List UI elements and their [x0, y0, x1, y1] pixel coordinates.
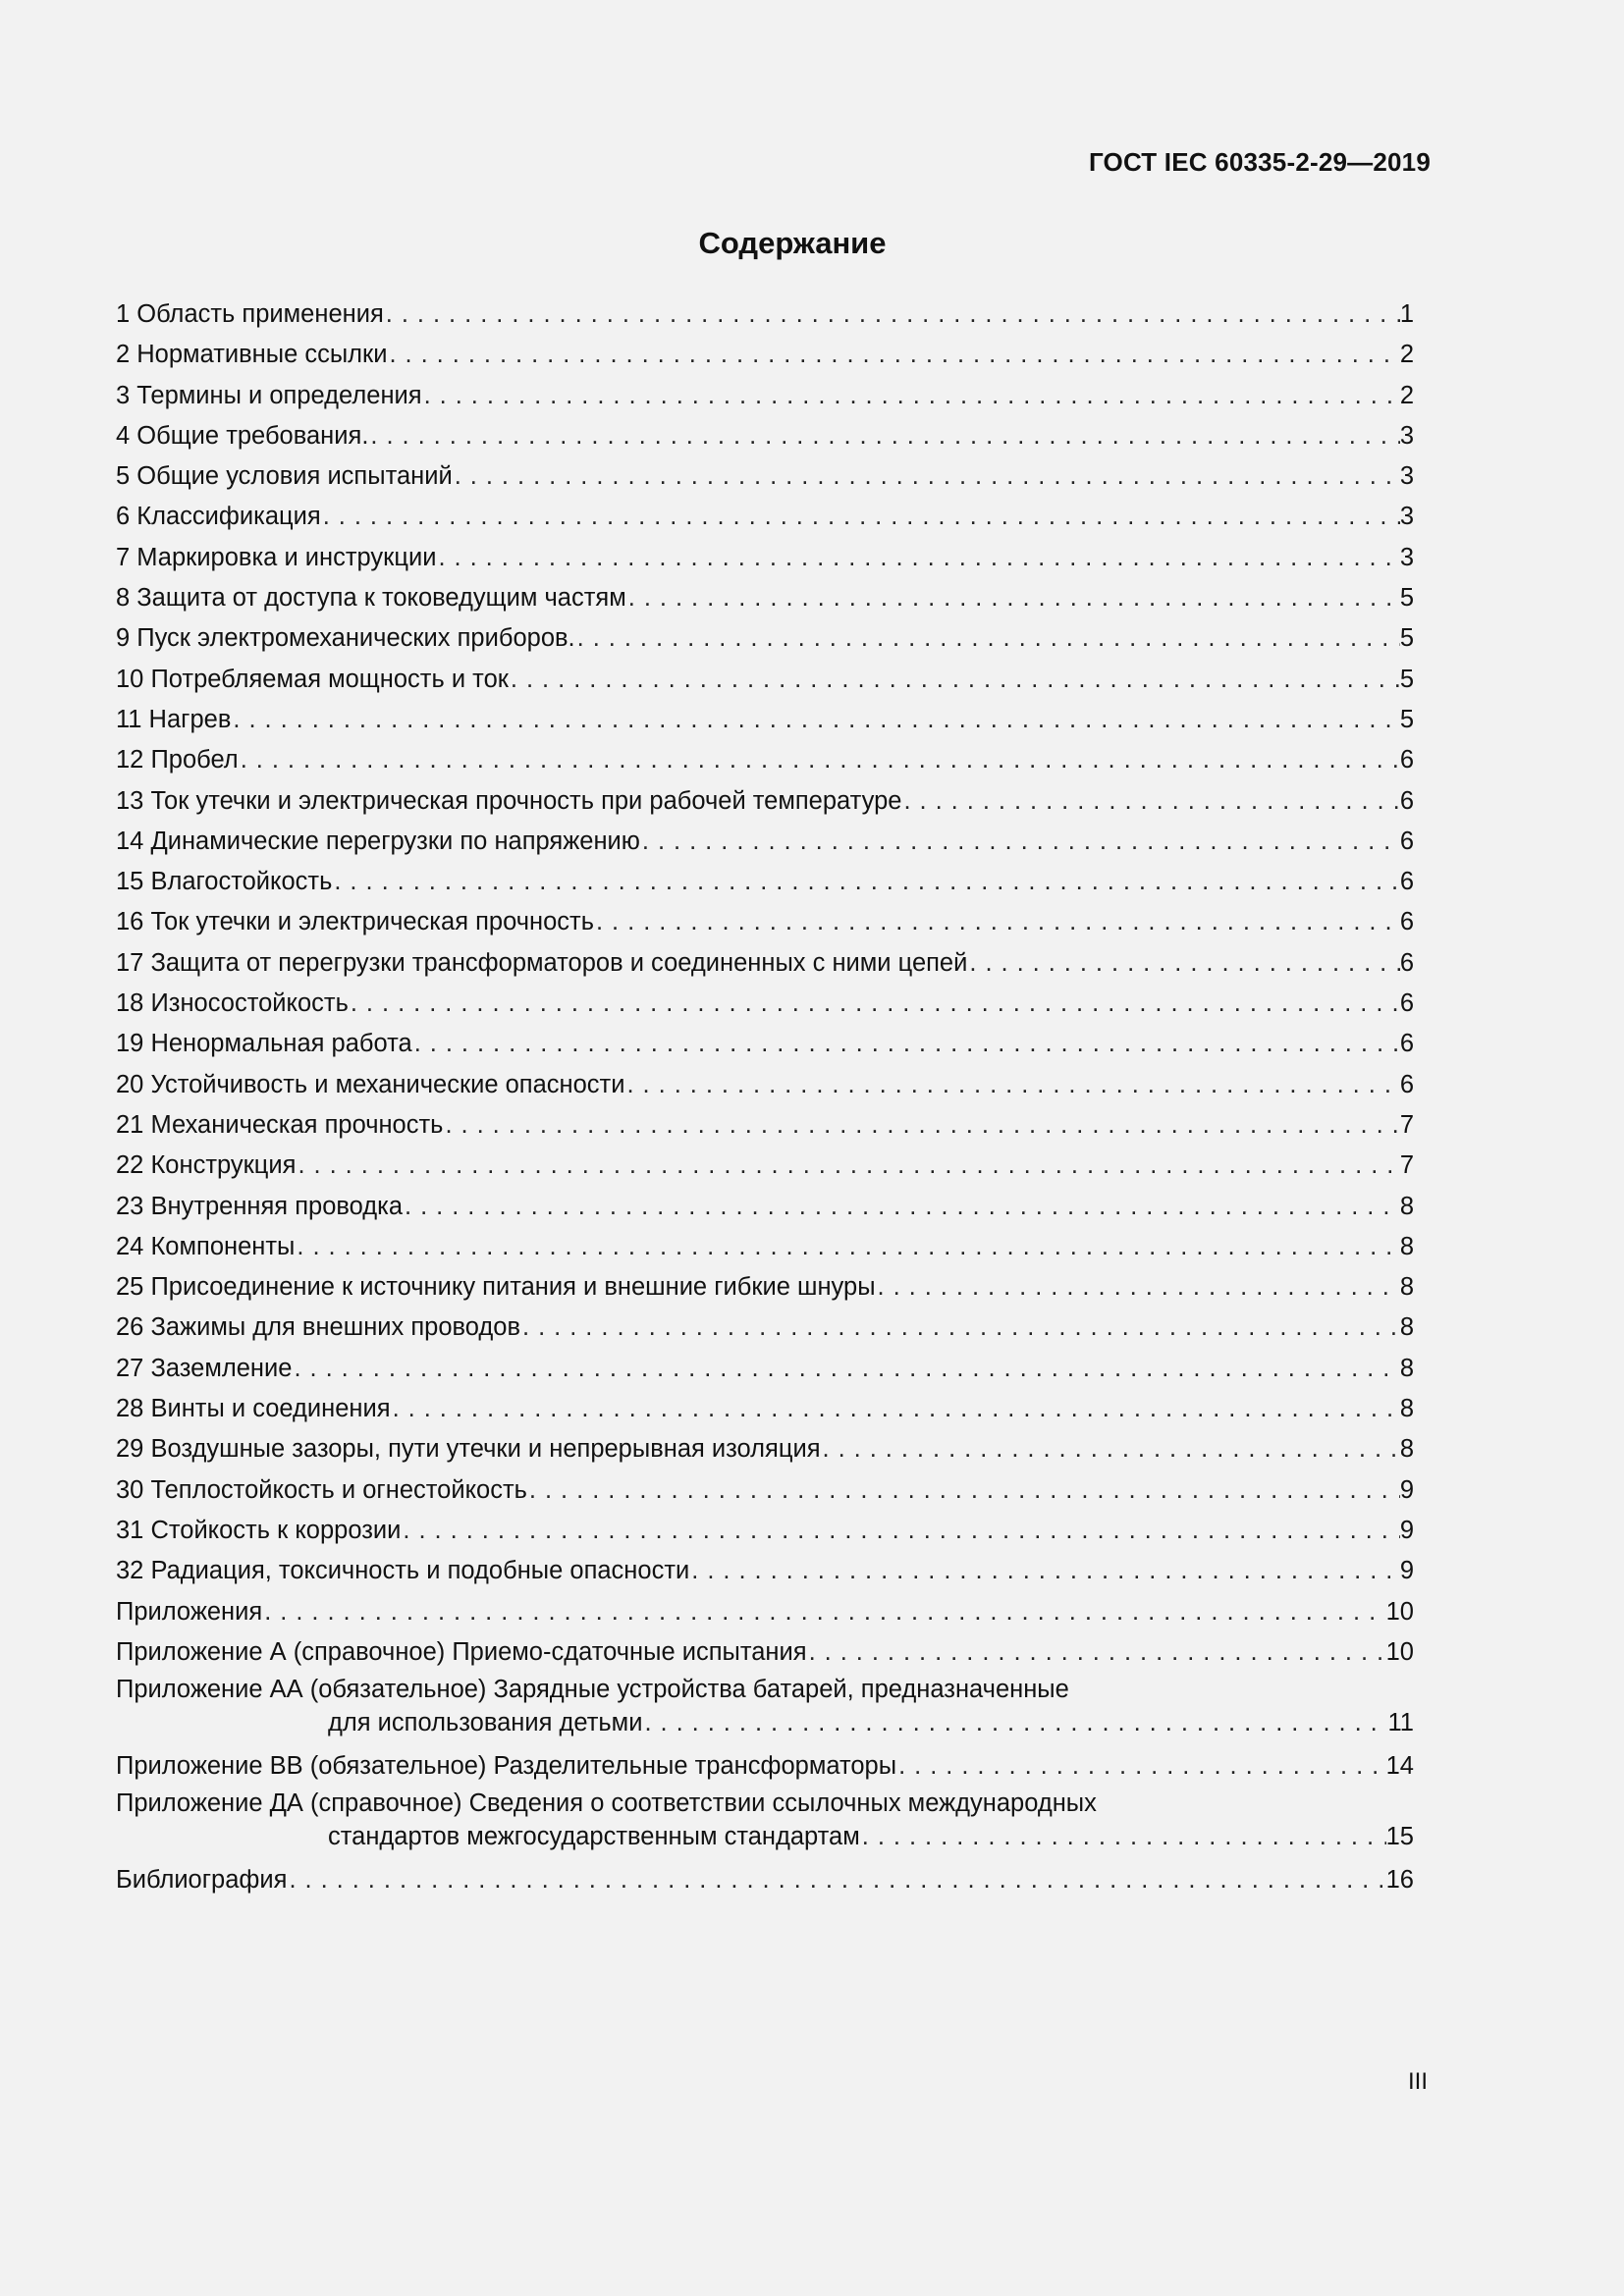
toc-entry[interactable]	[116, 1673, 1414, 1739]
toc-entry[interactable]	[116, 1349, 1414, 1389]
toc-entry[interactable]	[116, 943, 1414, 984]
toc-entry[interactable]	[116, 1227, 1414, 1267]
toc-entry-label: 16 Ток утечки и электрическая прочность	[116, 908, 594, 936]
toc-entry-page: 8	[1399, 1354, 1414, 1382]
toc-entry-page: 6	[1399, 786, 1414, 815]
toc-entry-page: 5	[1399, 584, 1414, 613]
toc-entry-page: 3	[1399, 503, 1414, 531]
toc-entry[interactable]	[116, 294, 1414, 335]
toc-entry[interactable]	[116, 538, 1414, 578]
toc-entry-label: 11 Нагрев	[116, 705, 232, 733]
toc-entry[interactable]	[116, 1187, 1414, 1227]
toc-entry[interactable]	[116, 1860, 1414, 1900]
dot-leader	[295, 1227, 1399, 1267]
toc-entry-label: 30 Теплостойкость и огнестойкость	[116, 1475, 527, 1504]
dot-leader	[332, 862, 1399, 902]
toc-entry-page: 6	[1399, 908, 1414, 936]
dot-leader	[527, 1470, 1400, 1511]
toc-entry-label: Приложение А (справочное) Приемо-сдаточные испытания	[116, 1637, 807, 1666]
dot-leader	[575, 618, 1400, 659]
dot-leader	[876, 1267, 1400, 1308]
toc-entry-page: 8	[1399, 1273, 1414, 1302]
toc-entry-label: 19 Ненормальная работа	[116, 1030, 412, 1058]
toc-entry-label: 27 Заземление	[116, 1354, 293, 1382]
toc-entry[interactable]	[116, 1024, 1414, 1064]
toc-entry[interactable]	[116, 700, 1414, 740]
toc-entry[interactable]	[116, 497, 1414, 537]
toc-entry[interactable]	[116, 984, 1414, 1024]
dot-leader	[401, 1511, 1399, 1551]
toc-entry[interactable]	[116, 1065, 1414, 1105]
toc-entry-label: 7 Маркировка и инструкции	[116, 543, 437, 571]
toc-entry-label: Приложение ВВ (обязательное) Разделительные трансформаторы	[116, 1752, 897, 1781]
toc-entry-page: 8	[1399, 1192, 1414, 1220]
toc-entry-page: 5	[1399, 624, 1414, 653]
toc-entry-continuation-line	[116, 1820, 1414, 1853]
toc-entry[interactable]	[116, 1105, 1414, 1146]
dot-leader	[287, 1860, 1385, 1900]
toc-title: Содержание	[698, 226, 887, 260]
toc-entry-label: 10 Потребляемая мощность и ток	[116, 665, 509, 693]
toc-entry-page: 14	[1385, 1752, 1414, 1781]
toc-entry[interactable]	[116, 822, 1414, 862]
toc-entry-page: 3	[1399, 543, 1414, 571]
dot-leader	[422, 376, 1400, 416]
toc-entry-page: 15	[1385, 1823, 1414, 1851]
toc-entry-label: 5 Общие условия испытаний	[116, 462, 453, 491]
toc-entry-label: 23 Внутренняя проводка	[116, 1192, 404, 1220]
toc-entry-page: 7	[1399, 1110, 1414, 1139]
toc-entry-label: 21 Механическая прочность	[116, 1110, 444, 1139]
toc-entry-label: 1 Область применения	[116, 300, 384, 328]
toc-entry-label: 2 Нормативные ссылки	[116, 341, 388, 369]
toc-entry-page: 1	[1399, 300, 1414, 328]
toc-entry[interactable]	[116, 1746, 1414, 1787]
toc-entry-page: 9	[1399, 1516, 1414, 1544]
toc-entry-page: 2	[1399, 341, 1414, 369]
toc-entry-label: 13 Ток утечки и электрическая прочность при рабочей температуре	[116, 786, 902, 815]
toc-entry[interactable]	[116, 1592, 1414, 1632]
toc-entry-label: Приложение ДА (справочное) Сведения о соответствии ссылочных международных	[116, 1789, 1097, 1818]
toc-entry-page: 10	[1385, 1597, 1414, 1626]
dot-leader	[689, 1551, 1400, 1591]
toc-entry-label-continuation: стандартов межгосударственным стандартам	[328, 1823, 860, 1851]
dot-leader	[624, 1065, 1399, 1105]
dot-leader	[967, 943, 1399, 984]
toc-entry-label: 24 Компоненты	[116, 1232, 296, 1260]
toc-entry-label: 18 Износостойкость	[116, 989, 349, 1018]
toc-entry-label: Приложения	[116, 1597, 263, 1626]
toc-entry[interactable]	[116, 1308, 1414, 1348]
dot-leader	[642, 1706, 1387, 1739]
toc-entry-page: 6	[1399, 746, 1414, 774]
toc-entry[interactable]	[116, 376, 1414, 416]
toc-entry-page: 16	[1385, 1866, 1414, 1895]
toc-entry-page: 6	[1399, 1030, 1414, 1058]
toc-entry-label: 26 Зажимы для внешних проводов	[116, 1313, 521, 1342]
toc-entry-page: 10	[1385, 1637, 1414, 1666]
dot-leader	[292, 1349, 1399, 1389]
toc-entry-label: 15 Влагостойкость	[116, 868, 333, 896]
toc-entry-page: 5	[1399, 705, 1414, 733]
toc-entry-label-continuation: для использования детьми	[328, 1709, 643, 1737]
toc-entry-page: 6	[1399, 989, 1414, 1018]
toc-entry[interactable]	[116, 1267, 1414, 1308]
toc-entry-label: 20 Устойчивость и механические опасности	[116, 1070, 625, 1098]
dot-leader	[368, 416, 1399, 456]
toc-entry-page: 6	[1399, 1070, 1414, 1098]
toc-entry-page: 8	[1399, 1313, 1414, 1342]
toc-entry[interactable]	[116, 1146, 1414, 1186]
toc-entry[interactable]	[116, 1511, 1414, 1551]
toc-entry-label: 14 Динамические перегрузки по напряжению	[116, 827, 640, 855]
dot-leader	[520, 1308, 1400, 1348]
toc-entry[interactable]	[116, 660, 1414, 700]
toc-entry[interactable]	[116, 416, 1414, 456]
toc-entry-label: Библиография	[116, 1866, 288, 1895]
dot-leader	[239, 740, 1400, 780]
toc-entry-label: 25 Присоединение к источнику питания и внешние гибкие шнуры	[116, 1273, 876, 1302]
dot-leader	[453, 456, 1400, 497]
dot-leader	[436, 538, 1399, 578]
toc-entry-page: 6	[1399, 827, 1414, 855]
toc-entry[interactable]	[116, 862, 1414, 902]
dot-leader	[296, 1146, 1399, 1186]
dot-leader	[231, 700, 1399, 740]
dot-leader	[860, 1820, 1386, 1853]
toc-entry-page: 3	[1399, 462, 1414, 491]
toc-entry-label: 4 Общие требования.	[116, 421, 369, 450]
toc-entry-label: 22 Конструкция	[116, 1151, 297, 1180]
toc-entry-page: 9	[1399, 1557, 1414, 1585]
dot-leader	[901, 781, 1399, 822]
dot-leader	[509, 660, 1400, 700]
toc-entry-label: 17 Защита от перегрузки трансформаторов и соединенных с ними цепей	[116, 948, 968, 977]
toc-entry-page: 6	[1399, 948, 1414, 977]
toc-entry-label: 3 Термины и определения	[116, 381, 422, 409]
toc-entry-page: 9	[1399, 1475, 1414, 1504]
toc-entry-page: 3	[1399, 421, 1414, 450]
toc-entry[interactable]	[116, 1787, 1414, 1853]
toc-entry-label: 28 Винты и соединения	[116, 1395, 391, 1423]
dot-leader	[403, 1187, 1400, 1227]
toc-entry-label: 12 Пробел	[116, 746, 239, 774]
toc-entry-label: 8 Защита от доступа к токоведущим частям	[116, 584, 626, 613]
toc-entry[interactable]	[116, 335, 1414, 375]
toc-entry-page: 2	[1399, 381, 1414, 409]
dot-leader	[896, 1746, 1386, 1787]
table-of-contents	[116, 294, 1414, 1901]
dot-leader	[384, 294, 1400, 335]
toc-entry[interactable]	[116, 1389, 1414, 1429]
toc-entry-page: 8	[1399, 1395, 1414, 1423]
dot-leader	[443, 1105, 1399, 1146]
toc-entry[interactable]	[116, 618, 1414, 659]
toc-entry[interactable]	[116, 1551, 1414, 1591]
toc-entry-page: 11	[1387, 1709, 1414, 1737]
toc-entry[interactable]	[116, 1470, 1414, 1511]
document-code: ГОСТ IEC 60335-2-29—2019	[1088, 147, 1431, 177]
toc-entry-label: 29 Воздушные зазоры, пути утечки и непрерывная изоляция	[116, 1435, 821, 1464]
dot-leader	[349, 984, 1400, 1024]
toc-entry[interactable]	[116, 781, 1414, 822]
toc-entry-page: 8	[1399, 1232, 1414, 1260]
dot-leader	[412, 1024, 1400, 1064]
toc-entry-label: 6 Классификация	[116, 503, 321, 531]
dot-leader	[387, 335, 1399, 375]
dot-leader	[807, 1632, 1386, 1673]
dot-leader	[626, 578, 1400, 618]
toc-entry[interactable]	[116, 740, 1414, 780]
toc-entry-label: 31 Стойкость к коррозии	[116, 1516, 402, 1544]
toc-entry-page: 5	[1399, 665, 1414, 693]
dot-leader	[640, 822, 1400, 862]
toc-entry-label: Приложение АА (обязательное) Зарядные устройства батарей, предназначенные	[116, 1676, 1069, 1704]
toc-entry-label: 32 Радиация, токсичность и подобные опасности	[116, 1557, 690, 1585]
toc-entry[interactable]	[116, 1632, 1414, 1673]
toc-entry[interactable]	[116, 902, 1414, 942]
dot-leader	[594, 902, 1400, 942]
dot-leader	[321, 497, 1400, 537]
dot-leader	[262, 1592, 1385, 1632]
toc-entry-page: 7	[1399, 1151, 1414, 1180]
page-number: III	[1407, 2068, 1428, 2095]
dot-leader	[391, 1389, 1400, 1429]
toc-entry-page: 6	[1399, 868, 1414, 896]
toc-entry-label: 9 Пуск электромеханических приборов.	[116, 624, 575, 653]
toc-entry[interactable]	[116, 456, 1414, 497]
toc-entry[interactable]	[116, 1429, 1414, 1469]
toc-entry-page: 8	[1399, 1435, 1414, 1464]
toc-entry[interactable]	[116, 578, 1414, 618]
toc-entry-continuation-line	[116, 1706, 1414, 1739]
dot-leader	[821, 1429, 1400, 1469]
